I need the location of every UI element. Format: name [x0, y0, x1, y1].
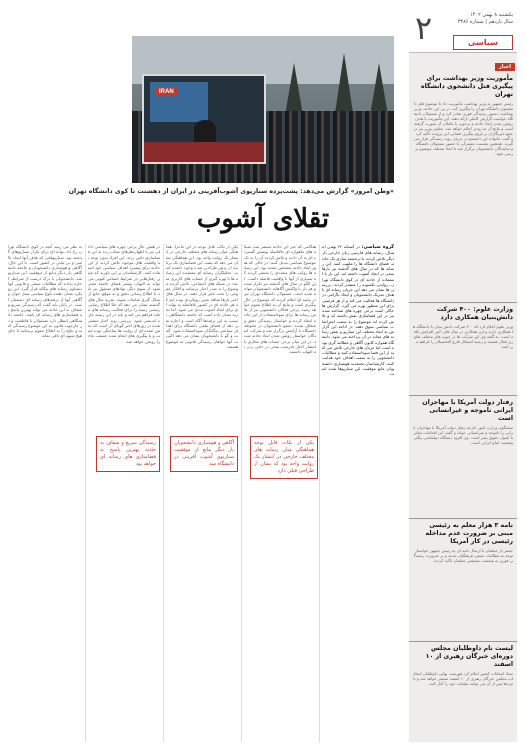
issue-date-line1: یکشنبه ۸ بهمن ۱۴۰۲: [470, 12, 513, 18]
news-sidebar: [409, 8, 517, 742]
pull-quote: رسیدگی سریع و شفاف به حادثه بهترین پاسخ به فضاسازی های رسانه ای خواهد بود: [96, 436, 160, 472]
article-column: [166, 244, 238, 742]
sidebar-news-item[interactable]: [409, 519, 517, 642]
sidebar-news-body: سخنگوی وزارت امور خارجه رفتار دولت آمریکا با مهاجران ایرانی را ناموجه و غیرانسانی خواند و گفت این اقدامات مغایر با اصول حقوق بشر است. وی افزود دستگاه دیپلماسی پیگیر وضعیت اتباع ایرانی است.: [413, 425, 513, 445]
column-rule: [241, 244, 242, 742]
main-headline: تقلای آشوب: [196, 204, 330, 234]
page-number: ۲: [415, 9, 433, 47]
sidebar-news-body: جمعی از معلمان با ارسال نامه ای به رئیس جمهور خواستار توجه به مطالبات صنفی فرهنگیان شدند و بر ضرورت رسیدگی فوری به وضعیت معیشتی معلمان تأکید کردند.: [413, 548, 513, 563]
pull-quote: آگاهی و هوشیاری دانشجویان بار دیگر مانع از موفقیت سناریوی آشوب آفرینی در دانشگاه شد: [170, 436, 238, 472]
news-tag: اخبار: [495, 63, 515, 71]
article-column: [322, 244, 394, 742]
article-columns: [8, 244, 394, 742]
sidebar-news-body: وزیر علوم اعلام کرد که ۴۰۰ شرکت دانش بنیان با دانشگاه ها همکاری دارند و این همکاری در سال های اخیر افزایش یافته است. به گفته وی این شرکت ها در حوزه های مختلف فناوری فعال هستند و زمینه اشتغال فارغ التحصیلان را فراهم می کنند.: [413, 324, 513, 349]
article-subhead: گروه سیاسی:: [361, 245, 394, 250]
tv-desk: [144, 142, 264, 162]
section-label: سیاسی: [453, 35, 513, 50]
article-column: [88, 244, 160, 742]
sidebar-news-title: رفتار دولت آمریکا با مهاجران ایرانی ناموجه و غیرانسانی است: [422, 399, 513, 422]
sidebar-news-item[interactable]: [409, 396, 517, 519]
column-rule: [163, 244, 164, 742]
article-text: در همین حال برخی چهره های سیاسی داخلی نیز با اظهارنظرهای شتاب زده به این فضاسازی دامن زدند. این افراد بدون توجه به واقعیت های موجود، تلاش کردند از این حادثه برای پیشبرد اهداف سیاسی خود استفاده کنند. کارشناسان بر این باورند که چنین رفتارهایی در شرایط حساس کنونی می تواند به التهاب بیشتر فضای جامعه منجر شود. از سوی دیگر، نهادهای مسئول نیز باید با اطلاع رسانی دقیق و به موقع، مانع از شکل گیری شایعات شوند. تجربه سال های گذشته نشان می دهد که خلأ اطلاع رسانی رسمی زمینه را برای فعالیت رسانه های معاند فراهم می کند و باید در این زمینه چاره اندیشی شود. بررسی روند اخبار منتشر شده در روزهای اخیر گویای آن است که بخش عمده ای از روایت ها ساختگی بوده است و با پیگیری های انجام شده حقیقت ماجرا روشن خواهد شد.: [88, 244, 160, 344]
sidebar-news-title: لیست نام داوطلبان مجلس دوره‌ای خبرگان رهبری از ۱۰ اسفند: [425, 645, 513, 668]
pull-quote: یکی از نکات قابل توجه هماهنگی میان رسانه های مختلف خارجی در انتشار یک روایت واحد بود که نشان از طراحی قبلی دارد: [250, 436, 318, 479]
article-column: [8, 244, 82, 742]
column-rule: [85, 244, 86, 742]
sidebar-news-item[interactable]: [409, 72, 517, 303]
article-text: به نظر می رسد آنچه در کوی دانشگاه تهران رخ داد، بهانه ای برای تکرار سناریوهای گذشته بود. سناریوهایی که هدف آنها ایجاد ناامنی و بی ثباتی در کشور است. با این حال، آگاهی و هوشیاری دانشجویان و جامعه دانشگاهی بار دیگر مانع از موفقیت این سناریو شد. دانشجویان با درک درست از شرایط، اجازه ندادند که مطالبات صنفی و قانونی آنها دستاویز رسانه های بیگانه قرار گیرد. این رویکرد نشان دهنده بلوغ سیاسی نسل جوان و آگاهی آنها از ترفندهای رسانه ای دشمنان است. در پایان باید گفت که رسیدگی سریع و شفاف به این حادثه می تواند بهترین پاسخ به فضاسازی های رسانه ای باشد. جامعه دانشگاهی انتظار دارد مسئولان با قاطعیت و در چارچوب قانون به این موضوع رسیدگی کنند و نتایج را به اطلاع عموم برسانند تا جای هیچ شبهه ای باقی نماند.: [8, 244, 82, 339]
page-header: [409, 8, 517, 53]
sidebar-news-title: مأموریت وزیر بهداشت برای پیگیری قتل دانشجوی دانشگاه تهران: [420, 75, 513, 98]
article-text: هنگامی که خبر این حادثه منتشر شد، شبکه های ماهواره ای بلافاصله پوشش گسترده ای به آن دادند و تلاش کردند آن را به یک موضوع سیاسی تبدیل کنند. در حالی که هنوز ابعاد حادثه مشخص نشده بود، این رسانه ها روایت های متعددی را منتشر کردند که بسیاری از آنها با واقعیت فاصله داشت. این الگو در سال های گذشته نیز تکرار شده و هر بار با واکنش آگاهانه دانشجویان مواجه شده است. مسئولان دانشگاه تهران نیز در بیانیه ای اعلام کردند که موضوع در حال پیگیری است و نتایج آن به اطلاع عموم خواهد رسید. برخی فعالان دانشجویی نیز از تلاش رسانه ها برای سوءاستفاده از این حادثه انتقاد کردند و خواستار رسیدگی دقیق و شفاف شدند. تجمع دانشجویان در محوطه دانشگاه با آرامش برگزار شد و شرکت کنندگان خواستار روشن شدن ابعاد حادثه شدند. در این میان برخی حساب های مجازی با انتشار اخبار نادرست سعی در دامن زدن به التهاب داشتند.: [244, 244, 316, 354]
sidebar-news-title: وزارت علوم: ۴۰۰ شرکت دانش‌بنیان همکاری دارد: [436, 306, 513, 321]
sidebar-news-title: نامه ۳ هزار معلم به رئیسی مبنی بر ضرورت عدم مداخله رئیسی در کار آمریکا: [425, 522, 513, 545]
photo-caption: «وطن امروز» گزارش می‌دهد: پشت‌پرده سناریوی آشوب‌آفرینی در ایران از دهشتت تا کوی دانشگاه تهران: [68, 188, 394, 195]
sidebar-news-body: ستاد انتخابات کشور اعلام کرد فهرست نهایی داوطلبان انتخابات مجلس خبرگان رهبری از ۱۰ اسفند منتشر خواهد شد و نامزدها پس از آن می توانند تبلیغات خود را آغاز کنند.: [413, 671, 513, 686]
tv-studio-inset: [142, 74, 266, 164]
sidebar-news-body: رئیس جمهور به وزیر بهداشت مأموریت داد تا موضوع قتل دانشجوی دانشگاه تهران را پیگیری کند. در پی این حادثه، وزیر بهداشت دستور رسیدگی فوری صادر کرد و از مسئولان دانشگاه خواست گزارش کاملی ارائه دهند. این مأموریت با هدف روشن شدن ابعاد حادثه و برخورد با عاملان آن صورت گرفته است و نتایج آن به زودی اعلام خواهد شد. معاون وزیر نیز در جمع خبرنگاران بر لزوم پیگیری قضایی این پرونده تأکید کرد و گفت خانواده این دانشجو در جریان روند رسیدگی قرار می گیرند. همچنین نشست مشترکی با حضور مسئولان دانشگاه و نمایندگان دانشجویان برگزار شد تا ابعاد مختلف موضوع بررسی شود.: [413, 101, 513, 156]
tv-channel-logo: IRAN: [156, 88, 177, 96]
article-text: یکی از نکات قابل توجه در این ماجرا، هماهنگی میان رسانه های مختلف خارجی در انتشار یک روایت واحد بود. این هماهنگی نشان می دهد که پشت این فضاسازی یک برنامه از پیش طراحی شده وجود داشته است. تحلیلگران رسانه ای معتقدند این رسانه ها با بهره گیری از حساب های کاربری متعدد در شبکه های اجتماعی، تلاش کردند موضوع را به صدر اخبار برسانند و افکار عمومی را تحت تاثیر قرار دهند. در سال های اخیر بارها شاهد چنین رویکردی بوده ایم که هر حادثه ای در کشور بلافاصله به بهانه ای برای ایجاد آشوب تبدیل می شود. اما تجربه نشان داده است که جامعه دانشگاهی نسبت به این ترفندها آگاه است و اجازه نمی دهد از فضای علمی دانشگاه برای اهداف سیاسی بیگانگان سوءاستفاده شود. گفت و گو با دانشجویان نشان می دهد اکثریت آنها خواهان رسیدگی قانونی به موضوع هستند.: [166, 244, 238, 349]
protest-photo: [132, 36, 394, 183]
article-text: در آستانه ۲۲ بهمن امسال، رسانه های فارسی زبان خارجی بار دیگر تلاش کردند با برجسته سازی یک حادثه، فضای دانشگاه ها را ملتهب کنند. این رسانه ها که در سال های گذشته نیز بارها سعی در ایجاد آشوب داشته اند، این بار با استفاده از حادثه ای در کوی دانشگاه تهران، روایتی یکسویه را منتشر کردند. بررسی ها نشان می دهد این جریان رسانه ای با هدف تحریک دانشجویان و ایجاد ناآرامی در دانشگاه ها فعالیت می کند و از هر فرصتی برای این منظور بهره می گیرد. گزارش ها حاکی است برخی چهره های شناخته شده نیز در این فضاسازی نقش داشته اند و تلاش کرده اند موضوع را به سمت اعتراضات سیاسی سوق دهند. در ادامه این گزارش به ابعاد مختلف این سناریو و نقش رسانه های معاند در آن پرداخته می شود. دانشگاه همواره کانون آگاهی و مطالبه گری بوده است اما جریان های خارجی تلاش می کنند از این فضا سوءاستفاده کنند و مطالبات دانشجویی را به سمت اهداف خود هدایت کنند. کارشناسان معتقدند هوشیاری دانشجویان مانع موفقیت این سناریوها شده است.: [322, 244, 394, 376]
article-column: [244, 244, 316, 742]
issue-date-line2: سال یازدهم | شماره ۳۴۸۶: [457, 19, 513, 25]
sidebar-news-item[interactable]: [409, 642, 517, 742]
issue-date: [458, 12, 513, 26]
sidebar-news-item[interactable]: [409, 303, 517, 396]
column-rule: [319, 244, 320, 742]
